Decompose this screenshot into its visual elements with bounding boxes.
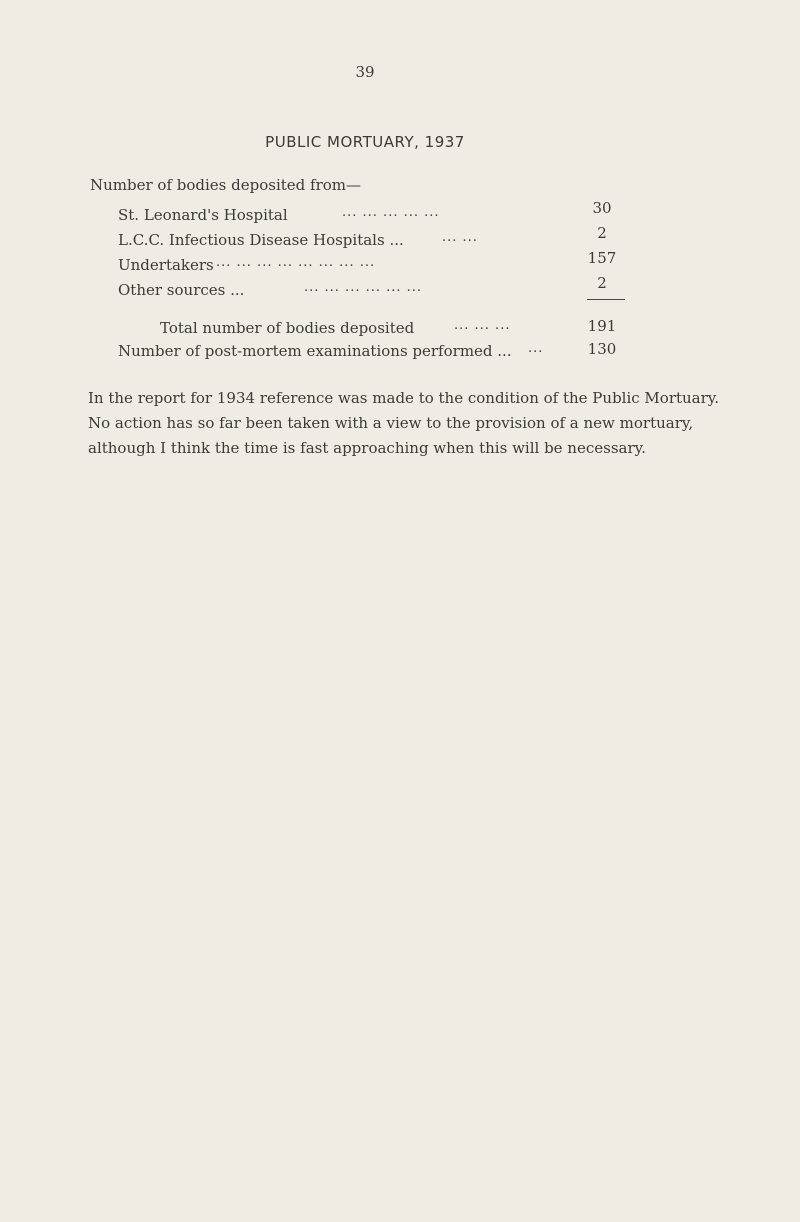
paragraph-line: In the report for 1934 reference was made to the condition of the Public Mortuary. bbox=[88, 389, 720, 407]
row-leader-dots: ... ... bbox=[442, 230, 478, 245]
total-value: 191 bbox=[587, 317, 617, 335]
row-leader-dots: ... ... ... bbox=[454, 318, 511, 333]
table-row bbox=[118, 249, 628, 278]
total-row bbox=[160, 319, 630, 341]
row-leader-dots: ... ... ... ... ... bbox=[342, 205, 440, 220]
paragraph-line: although I think the time is fast approaching when this will be necessary. bbox=[88, 439, 646, 457]
total-label: Number of post-mortem examinations performed ... bbox=[118, 342, 512, 360]
row-value: 30 bbox=[592, 199, 612, 217]
body-paragraph bbox=[88, 386, 728, 461]
table-row bbox=[118, 274, 628, 303]
row-label: Other sources ... bbox=[118, 281, 245, 299]
row-value: 2 bbox=[597, 224, 607, 242]
table-row bbox=[118, 224, 628, 253]
row-label: L.C.C. Infectious Disease Hospitals ... bbox=[118, 231, 404, 249]
page-title: PUBLIC MORTUARY, 1937 bbox=[265, 133, 465, 151]
row-leader-dots: ... ... ... ... ... ... bbox=[304, 280, 423, 295]
page-number: 39 bbox=[355, 63, 375, 81]
row-leader-dots: ... bbox=[528, 341, 544, 356]
total-row bbox=[118, 342, 628, 364]
row-value: 2 bbox=[597, 274, 607, 292]
table-intro: Number of bodies deposited from— bbox=[90, 176, 362, 194]
table-row bbox=[118, 199, 628, 228]
row-leader-dots: ... ... ... ... ... ... ... ... bbox=[216, 255, 376, 270]
row-label: St. Leonard's Hospital bbox=[118, 206, 288, 224]
row-label: Undertakers bbox=[118, 256, 214, 274]
paragraph-line: No action has so far been taken with a view to the provision of a new mortuary, bbox=[88, 414, 694, 432]
total-label: Total number of bodies deposited bbox=[160, 319, 415, 337]
total-divider bbox=[587, 299, 625, 300]
row-value: 157 bbox=[587, 249, 617, 267]
total-value: 130 bbox=[587, 340, 617, 358]
